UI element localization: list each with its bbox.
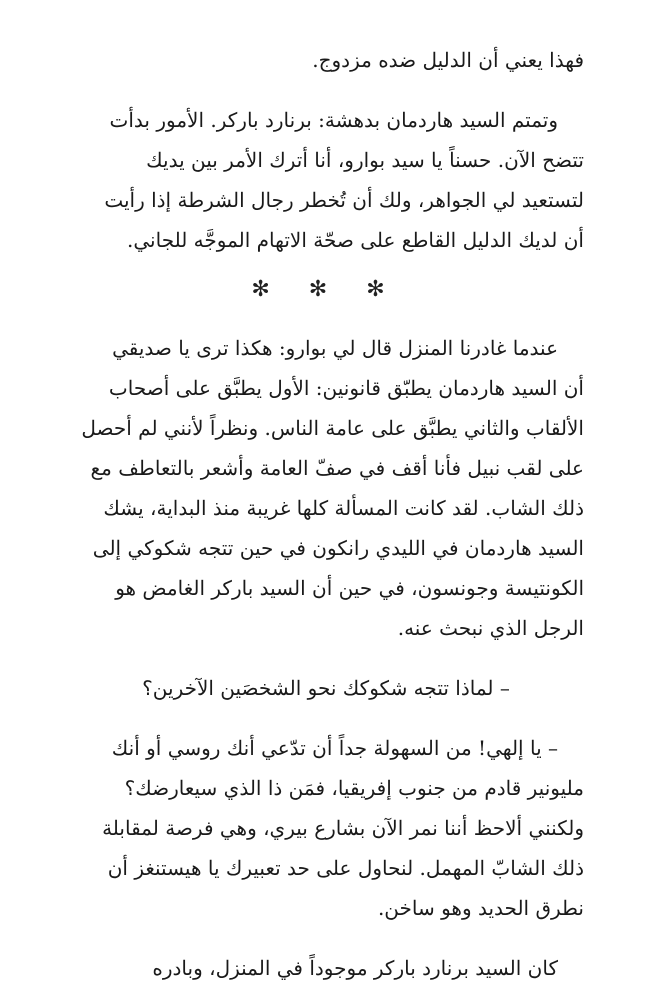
text-line: ولكنني ألاحظ أننا نمر الآن بشارع بيري، وهي فرصة لمقابلة bbox=[102, 816, 584, 840]
text-line: كان السيد برنارد باركر موجوداً في المنزل، وبادره bbox=[152, 956, 558, 980]
paragraph-gap bbox=[68, 80, 584, 100]
text-line: الرجل الذي نبحث عنه. bbox=[397, 616, 584, 640]
text-line: أن السيد هاردمان يطبّق قانونين: الأول يطبَّق على أصحاب bbox=[108, 376, 584, 400]
text-line: ذلك الشابّ المهمل. لنحاول على حد تعبيرك يا هيستنغز أن bbox=[107, 856, 584, 880]
text-line: السيد هاردمان في الليدي رانكون في حين تتجه شكوكي إلى bbox=[92, 536, 584, 560]
paragraph-6 bbox=[68, 948, 584, 988]
text-line: ذلك الشاب. لقد كانت المسألة كلها غريبة منذ البداية، يشك bbox=[103, 496, 584, 520]
text-line: وتمتم السيد هاردمان بدهشة: برنارد باركر. الأمور بدأت bbox=[109, 108, 558, 132]
text-line: الكونتيسة وجونسون، في حين أن السيد باركر الغامض هو bbox=[115, 576, 584, 600]
paragraph-3 bbox=[68, 328, 584, 648]
text-line: نطرق الحديد وهو ساخن. bbox=[377, 896, 584, 920]
paragraph-5 bbox=[68, 728, 584, 928]
text-line: – لماذا تتجه شكوكك نحو الشخصَين الآخرين؟ bbox=[142, 676, 510, 700]
section-separator: ✻ ✻ ✻ bbox=[251, 277, 401, 302]
paragraph-4 bbox=[68, 668, 584, 708]
text-line: فهذا يعني أن الدليل ضده مزدوج. bbox=[312, 48, 584, 72]
text-line: الألقاب والثاني يطبَّق على عامة الناس. ونظراً لأنني لم أحصل bbox=[81, 416, 584, 440]
paragraph-2 bbox=[68, 100, 584, 260]
text-line: عندما غادرنا المنزل قال لي بوارو: هكذا ترى يا صديقي bbox=[112, 336, 558, 360]
paragraph-gap bbox=[68, 648, 584, 668]
text-line: لتستعيد لي الجواهر، ولك أن تُخطر رجال الشرطة إذا رأيت bbox=[104, 188, 584, 212]
text-line: تتضح الآن. حسناً يا سيد بوارو، أنا أترك الأمر بين يديك bbox=[146, 148, 584, 172]
paragraph-gap bbox=[68, 928, 584, 948]
text-line: أن لديك الدليل القاطع على صحّة الاتهام الموجَّه للجاني. bbox=[127, 228, 584, 252]
paragraph-1 bbox=[68, 40, 584, 80]
text-line: على لقب نبيل فأنا أقف في صفّ العامة وأشعر بالتعاطف مع bbox=[90, 456, 584, 480]
book-page bbox=[68, 40, 584, 988]
paragraph-gap bbox=[68, 708, 584, 728]
text-line: مليونير قادم من جنوب إفريقيا، فمَن ذا الذي سيعارضك؟ bbox=[124, 776, 584, 800]
text-line: – يا إلهي! من السهولة جداً أن تدّعي أنك روسي أو أنك bbox=[111, 736, 558, 760]
